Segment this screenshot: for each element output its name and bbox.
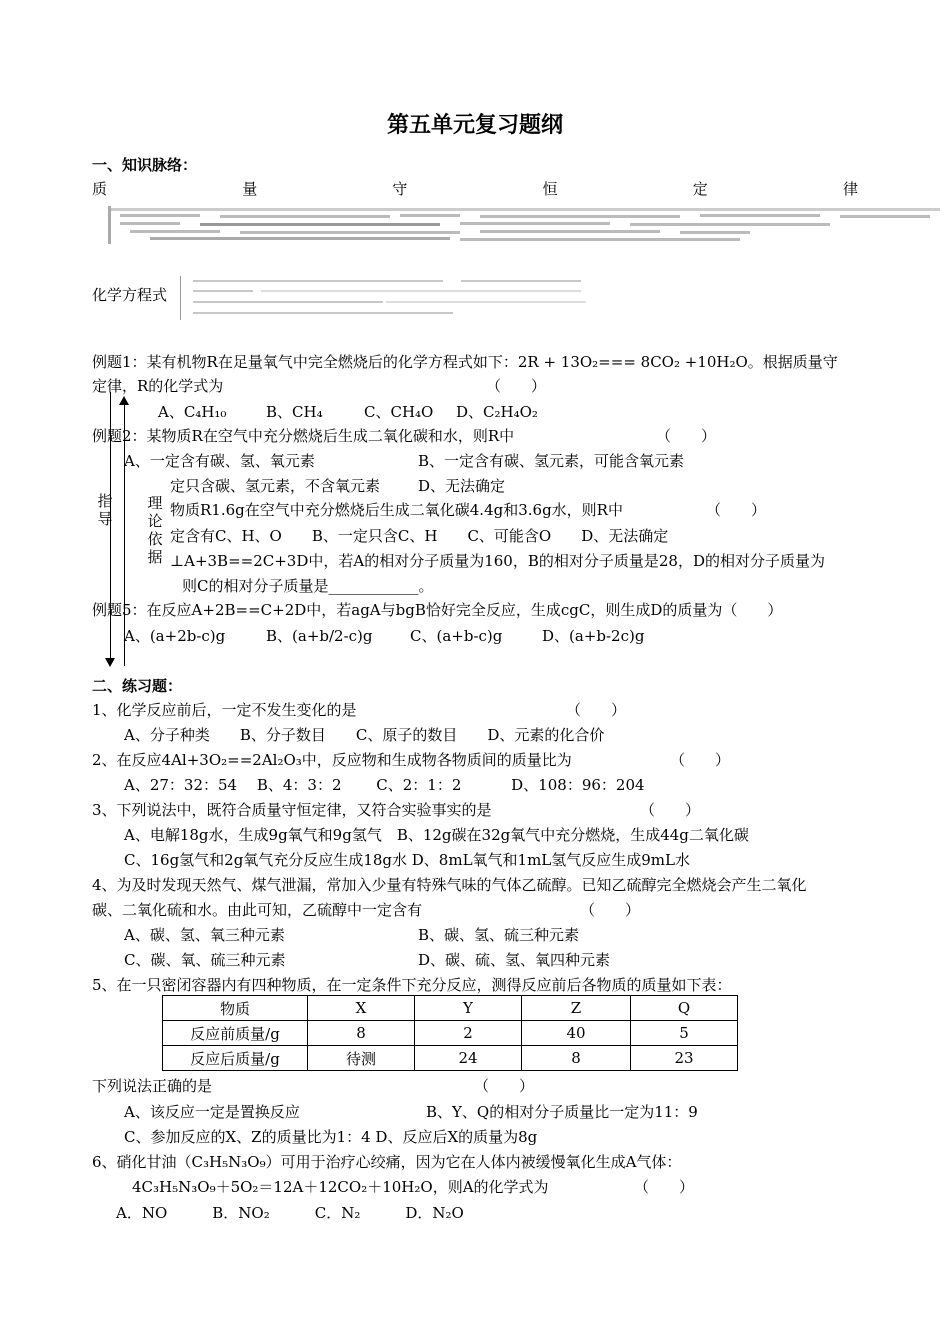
spread-char: 守 (392, 180, 408, 198)
answer-paren: （ ） (486, 377, 547, 395)
table-cell: 23 (631, 1046, 738, 1071)
spread-char: 恒 (542, 180, 558, 198)
table-cell: Y (415, 996, 522, 1021)
table-row (163, 1021, 738, 1046)
example-4-line-2: 则C的相对分子质量是____________。 (182, 577, 434, 595)
question-3-stem: 3、下列说法中，既符合质量守恒定律，又符合实验事实的是 (92, 801, 492, 819)
table-cell: Z (522, 996, 631, 1021)
answer-paren: （ ） (670, 751, 731, 769)
question-6-stem: 6、硝化甘油（C₃H₅N₃O₉）可用于治疗心绞痛，因为它在人体内被缓慢氧化生成A气体： (92, 1153, 682, 1171)
question-1-stem: 1、化学反应前后，一定不发生变化的是 (92, 701, 357, 719)
spread-char: 量 (242, 180, 258, 198)
arrow-up-icon (119, 396, 129, 405)
table-cell: 反应前质量/g (163, 1021, 308, 1046)
example-3-stem: 物质R1.6g在空气中充分燃烧后生成二氧化碳4.4g和3.6g水，则R中 (170, 501, 623, 519)
question-5-stem: 5、在一只密闭容器内有四种物质，在一定条件下充分反应，测得反应前后各物质的质量如下表： (92, 976, 732, 994)
example-3-options: 定含有C、H、O B、一定只含C、H C、可能含O D、无法确定 (170, 527, 669, 545)
answer-paren: （ ） (580, 901, 641, 919)
question-4-option-c: C、碳、氧、硫三种元素 (124, 951, 286, 969)
section-heading-practice: 二、练习题： (92, 677, 183, 695)
example-1-option-a: A、C₄H₁₀ (158, 403, 227, 421)
question-2-options: A、27：32：54 B、4：3：2 C、2：1：2 D、108：96：204 (124, 776, 645, 794)
question-5-option-a: A、该反应一定是置换反应 (124, 1103, 300, 1121)
table-cell: 待测 (308, 1046, 415, 1071)
question-4-line-1: 4、为及时发现天然气、煤气泄漏，常加入少量有特殊气味的气体乙硫醇。已知乙硫醇完全燃烧会产生二氧化 (92, 876, 807, 894)
example-5-option-c: C、(a+b-c)g (410, 627, 503, 645)
example-5-option-a: A、(a+2b-c)g (124, 627, 226, 645)
question-3-options-line-2: C、16g氢气和2g氧气充分反应生成18g水 D、8mL氧气和1mL氢气反应生成9mL水 (124, 851, 690, 869)
table-cell: X (308, 996, 415, 1021)
table-cell: 40 (522, 1021, 631, 1046)
blurred-equation-brace (180, 276, 601, 320)
table-cell: 5 (631, 1021, 738, 1046)
question-1-options: A、分子种类 B、分子数目 C、原子的数目 D、元素的化合价 (124, 726, 605, 744)
spread-char: 质 (92, 180, 108, 198)
answer-paren: （ ） (656, 427, 717, 445)
table-cell: 2 (415, 1021, 522, 1046)
table-cell: 24 (415, 1046, 522, 1071)
example-2-stem: 例题2：某物质R在空气中充分燃烧后生成二氧化碳和水，则R中 (92, 427, 515, 445)
answer-paren: （ ） (566, 701, 627, 719)
example-2-option-d: D、无法确定 (418, 477, 506, 495)
question-4-option-d: D、碳、硫、氢、氧四种元素 (418, 951, 611, 969)
question-4-option-b: B、碳、氢、硫三种元素 (418, 926, 580, 944)
example-1-option-b: B、CH₄ (266, 403, 323, 421)
example-2-option-a: A、一定含有碳、氢、氧元素 (124, 452, 315, 470)
blurred-diagram (100, 204, 950, 246)
example-1-line-1: 例题1：某有机物R在足量氧气中完全燃烧后的化学方程式如下：2R + 13O₂=== 8CO₂ +10H₂O。根据质量守 (92, 353, 838, 371)
example-1-option-c: C、CH₄O (364, 403, 434, 421)
example-2-option-c: 定只含碳、氢元素，不含氧元素 (170, 477, 381, 495)
question-3-options-line-1: A、电解18g水，生成9g氧气和9g氢气 B、12g碳在32g氧气中充分燃烧，生成44g二氧化碳 (124, 826, 749, 844)
question-5-option-b: B、Y、Q的相对分子质量比一定为11：9 (426, 1103, 698, 1121)
equation-label: 化学方程式 (92, 286, 168, 304)
example-5-option-d: D、(a+b-2c)g (542, 627, 645, 645)
spread-heading (92, 179, 858, 199)
table-cell: Q (631, 996, 738, 1021)
theory-label: 理论依据 (147, 494, 163, 566)
guide-label: 指导 (97, 492, 113, 528)
answer-paren: （ ） (640, 801, 701, 819)
question-2-stem: 2、在反应4Al+3O₂==2Al₂O₃中，反应物和生成物各物质间的质量比为 (92, 751, 572, 769)
mass-table (162, 995, 738, 1071)
page-title: 第五单元复习题纲 (386, 113, 563, 138)
answer-paren: （ ） (474, 1077, 535, 1095)
example-1-line-2: 定律，R的化学式为 (92, 377, 224, 395)
arrow-down-icon (105, 658, 115, 667)
table-cell: 反应后质量/g (163, 1046, 308, 1071)
question-4-line-2: 碳、二氧化硫和水。由此可知，乙硫醇中一定含有 (92, 901, 423, 919)
section-heading-knowledge: 一、知识脉络： (92, 156, 198, 174)
spread-char: 律 (842, 180, 858, 198)
table-cell: 物质 (163, 996, 308, 1021)
example-1-option-d: D、C₂H₄O₂ (456, 403, 538, 421)
question-5-ask: 下列说法正确的是 (92, 1077, 213, 1095)
table-row (163, 1046, 738, 1071)
spread-char: 定 (692, 180, 708, 198)
table-cell: 8 (308, 1021, 415, 1046)
example-5-option-b: B、(a+b/2-c)g (266, 627, 373, 645)
example-2-option-b: B、一定含有碳、氢元素，可能含氧元素 (418, 452, 685, 470)
question-6-options: A．NO B．NO₂ C．N₂ D．N₂O (116, 1204, 464, 1222)
table-row (163, 996, 738, 1021)
question-5-options-line-2: C、参加反应的X、Z的质量比为1：4 D、反应后X的质量为8g (124, 1128, 538, 1146)
example-4-line-1: ⊥A+3B==2C+3D中，若A的相对分子质量为160，B的相对分子质量是28，D的相对分子质量为 (170, 552, 825, 570)
answer-paren: （ ） (706, 501, 767, 519)
question-4-option-a: A、碳、氢、氧三种元素 (124, 926, 285, 944)
example-5-stem: 例题5：在反应A+2B==C+2D中，若agA与bgB恰好完全反应，生成cgC，则生成D的质量为（ ） (92, 601, 783, 619)
question-6-equation: 4C₃H₅N₃O₉＋5O₂＝12A＋12CO₂＋10H₂O，则A的化学式为 (132, 1178, 549, 1196)
table-cell: 8 (522, 1046, 631, 1071)
answer-paren: （ ） (634, 1178, 695, 1196)
